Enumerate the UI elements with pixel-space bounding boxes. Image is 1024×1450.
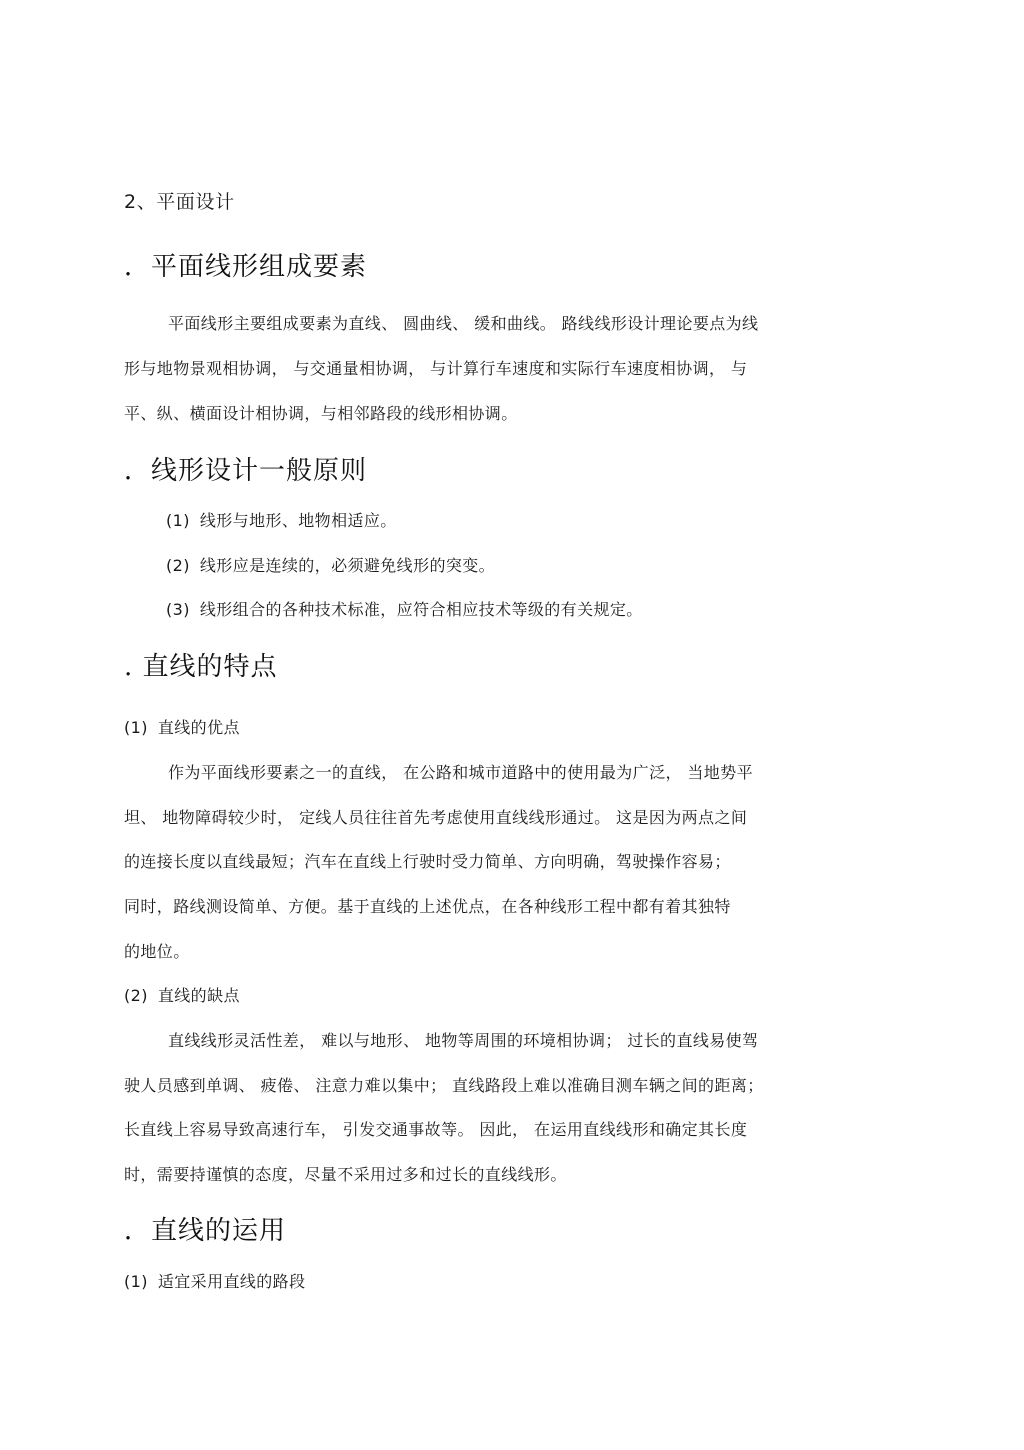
list-item-text: 线形应是连续的，必须避免线形的突变。 [199,556,496,575]
list-item [166,600,643,620]
paragraph-line: 形与地物景观相协调， 与交通量相协调， 与计算行车速度和实际行车速度相协调， 与 [124,359,748,378]
list-item-text: 线形与地形、地物相适应。 [199,511,397,530]
section-heading-elements: ．平面线形组成要素 [124,252,368,282]
chapter-heading: 2、平面设计 [124,191,235,213]
paragraph-line: 驶人员感到单调、 疲倦、 注意力难以集中； 直线路段上难以准确目测车辆之间的距离； [124,1076,764,1095]
subheading-number: (1) [124,1272,148,1291]
subheading-number: (1) [124,718,148,737]
paragraph-line: 的地位。 [124,942,190,961]
subheading-label: 适宜采用直线的路段 [157,1272,306,1291]
paragraph-line: 时，需要持谨慎的态度，尽量不采用过多和过长的直线线形。 [124,1165,567,1184]
paragraph-line: 直线线形灵活性差， 难以与地形、 地物等周围的环境相协调； 过长的直线易使驾 [168,1031,759,1050]
section-heading-principles: ．线形设计一般原则 [124,456,368,486]
list-item [166,556,495,576]
subheading [124,1272,305,1292]
subheading-label: 直线的缺点 [157,986,240,1005]
paragraph-line: 同时，路线测设简单、方便。基于直线的上述优点，在各种线形工程中都有着其独特 [124,897,731,916]
list-item-text: 线形组合的各种技术标准，应符合相应技术等级的有关规定。 [199,600,643,619]
list-item-number: (3) [166,600,190,619]
paragraph-line: 的连接长度以直线最短；汽车在直线上行驶时受力简单、方向明确，驾驶操作容易； [124,852,731,871]
paragraph-line: 坦、 地物障碍较少时， 定线人员往往首先考虑使用直线线形通过。 这是因为两点之间 [124,808,748,827]
section-heading-straight-features: . 直线的特点 [124,652,278,682]
list-item [166,511,397,531]
paragraph-line: 长直线上容易导致高速行车， 引发交通事故等。 因此， 在运用直线线形和确定其长度 [124,1120,748,1139]
list-item-number: (1) [166,511,190,530]
subheading-number: (2) [124,986,148,1005]
list-item-number: (2) [166,556,190,575]
subheading [124,718,240,738]
section-heading-straight-usage: ．直线的运用 [124,1216,287,1246]
paragraph-line: 作为平面线形要素之一的直线， 在公路和城市道路中的使用最为广泛， 当地势平 [168,763,753,782]
paragraph-line: 平、纵、横面设计相协调，与相邻路段的线形相协调。 [124,404,518,423]
subheading-label: 直线的优点 [157,718,240,737]
subheading [124,986,240,1006]
paragraph-line: 平面线形主要组成要素为直线、 圆曲线、 缓和曲线。 路线线形设计理论要点为线 [168,314,759,333]
